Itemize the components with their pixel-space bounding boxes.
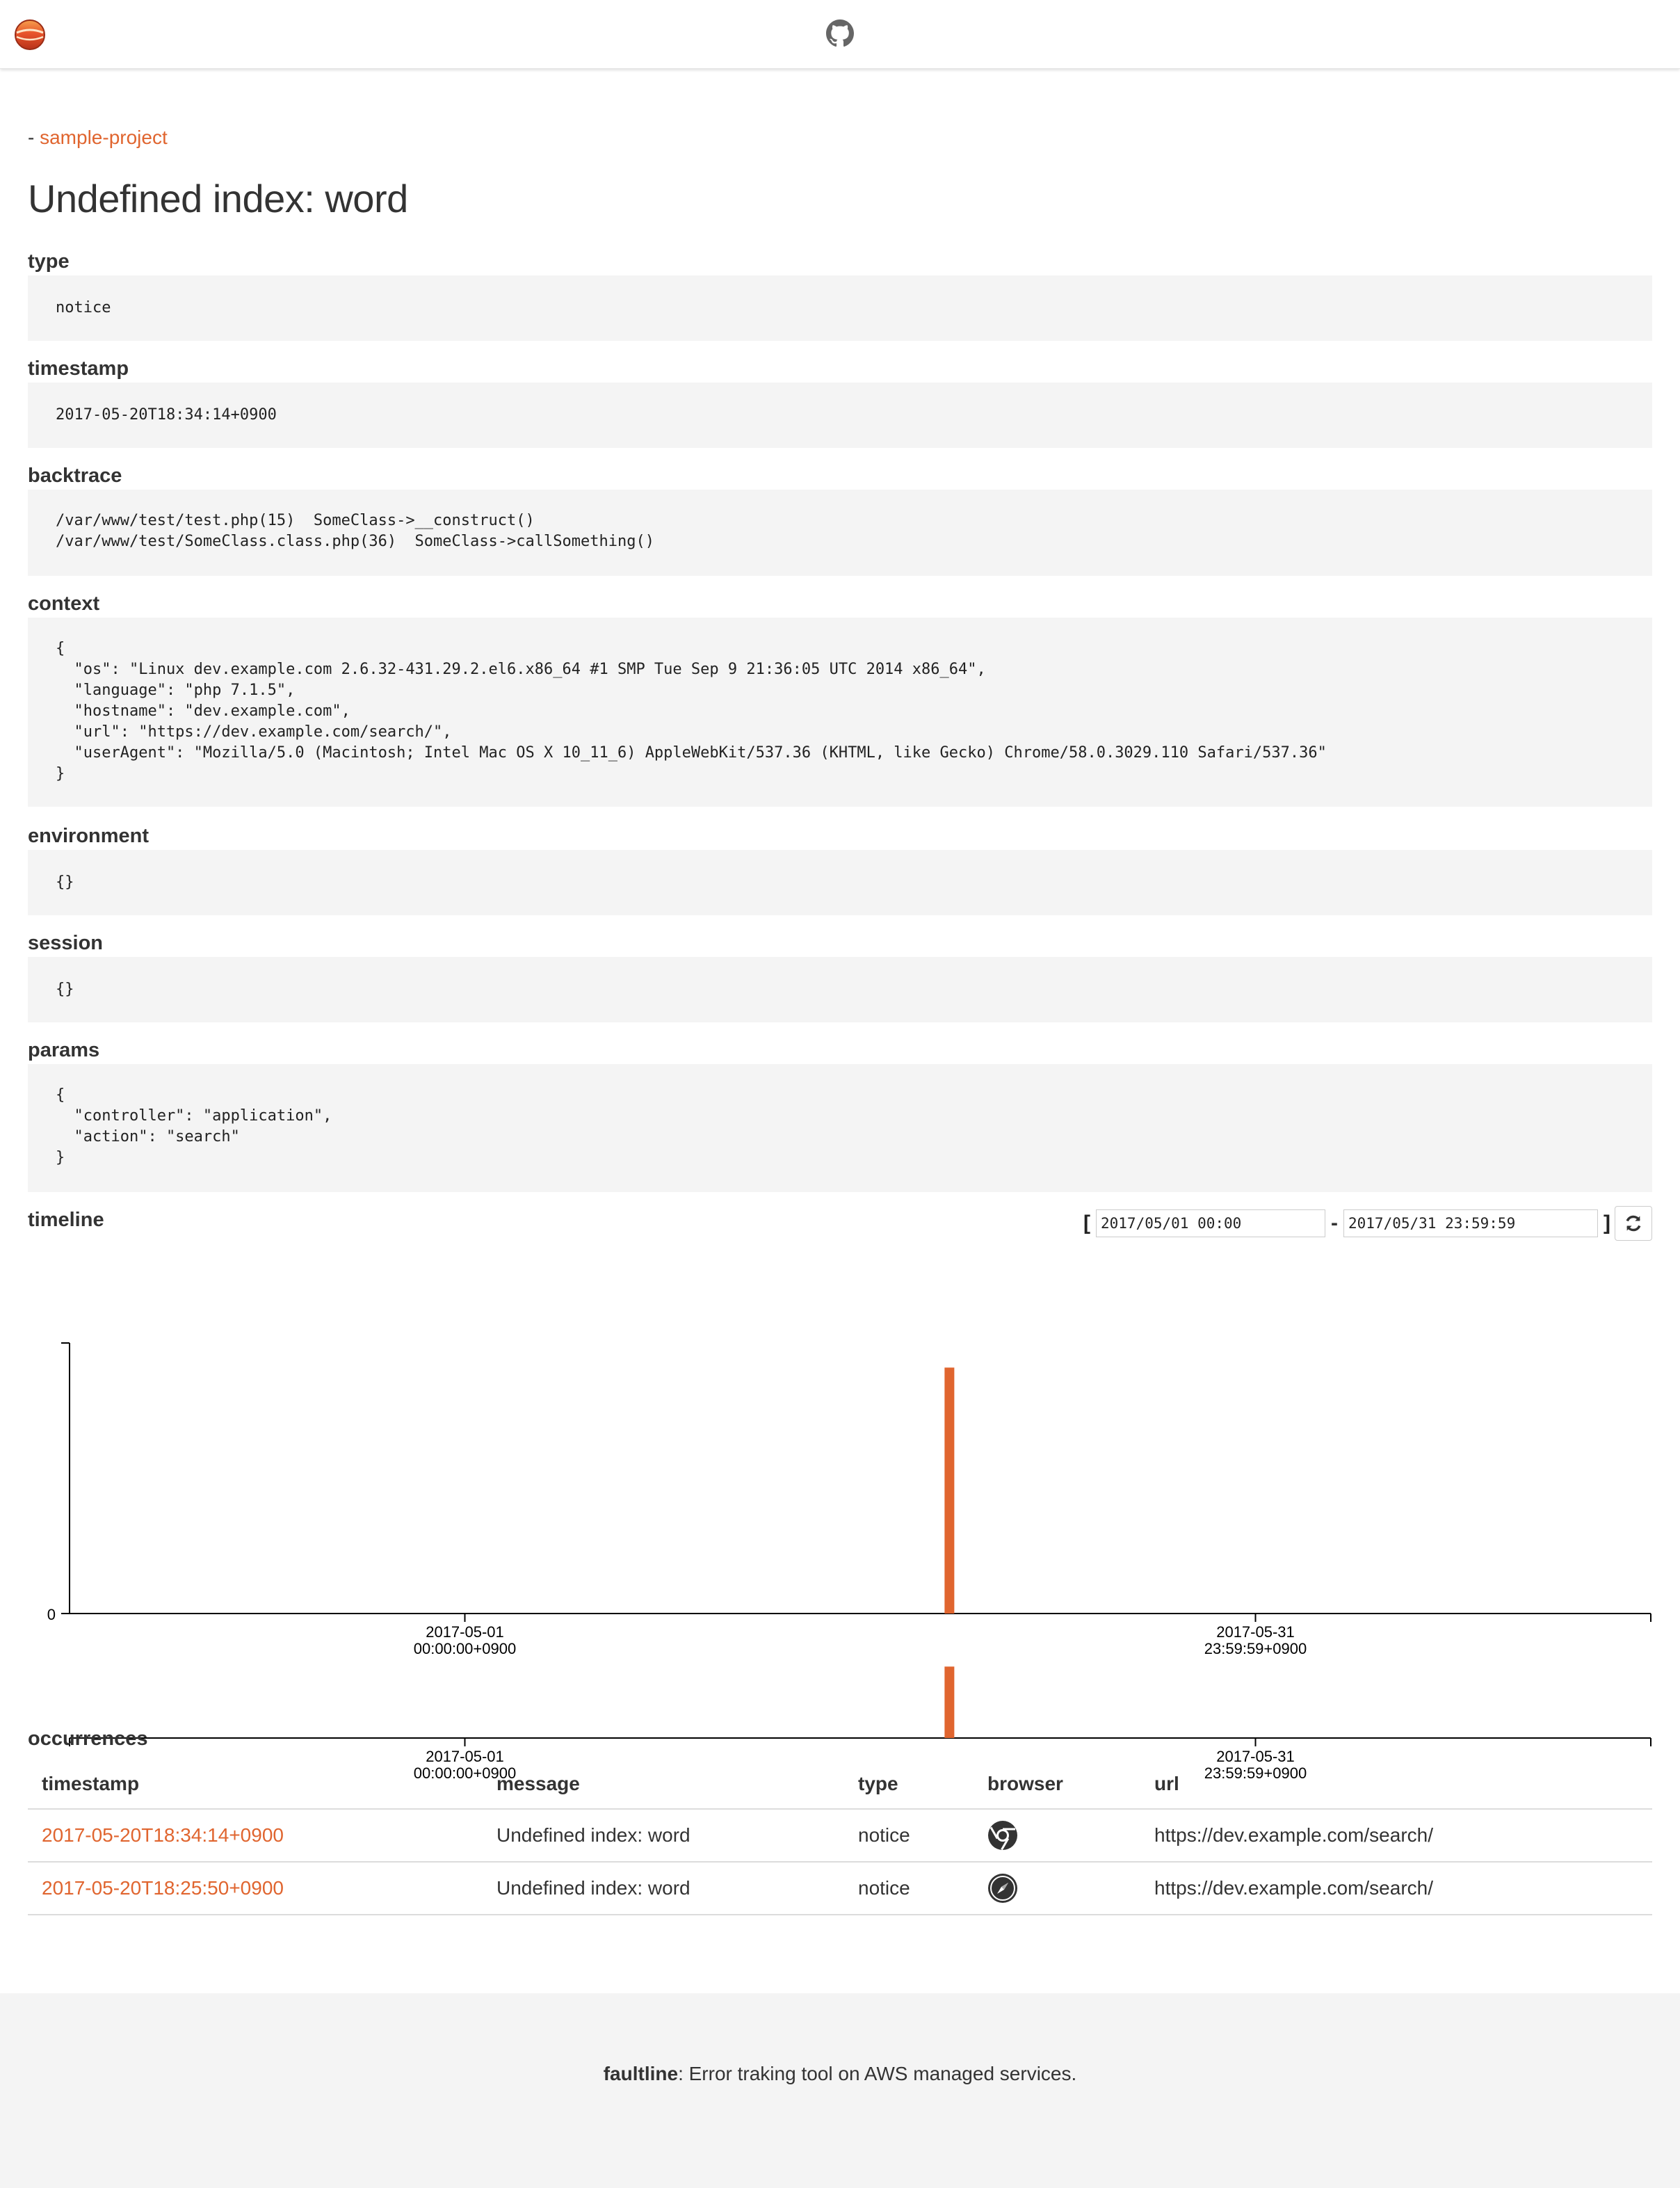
brush-bar[interactable] bbox=[944, 1666, 954, 1738]
table-header-row bbox=[28, 1760, 1652, 1809]
timeline-range bbox=[1083, 1206, 1652, 1241]
breadcrumb bbox=[28, 127, 168, 149]
x-tick-date: 2017-05-01 bbox=[426, 1623, 504, 1641]
table-row bbox=[28, 1862, 1652, 1915]
session-box bbox=[28, 957, 1652, 1022]
environment-label: environment bbox=[28, 825, 150, 847]
safari-icon bbox=[987, 1873, 1018, 1904]
session-value: {} bbox=[56, 981, 74, 998]
x-tick-time: 23:59:59+0900 bbox=[1204, 1640, 1307, 1657]
context-line: "os": "Linux dev.example.com 2.6.32-431.29.2.el6.x86_64 #1 SMP Tue Sep 9 21:36:05 UTC 2014 x86_64", bbox=[56, 661, 986, 678]
environment-box bbox=[28, 850, 1652, 915]
brush-tick-time: 23:59:59+0900 bbox=[1204, 1764, 1307, 1782]
brush-tick-time: 00:00:00+0900 bbox=[413, 1764, 517, 1782]
session-label: session bbox=[28, 932, 103, 954]
column-header-timestamp: timestamp bbox=[28, 1760, 483, 1809]
error-title: Undefined index: word bbox=[28, 177, 408, 220]
column-header-message: message bbox=[483, 1760, 844, 1809]
backtrace-line: /var/www/test/SomeClass.class.php(36) SomeClass->callSomething() bbox=[56, 533, 654, 550]
range-close-bracket: ] bbox=[1604, 1212, 1610, 1234]
github-icon[interactable] bbox=[826, 19, 854, 47]
range-separator: - bbox=[1331, 1212, 1338, 1234]
timestamp-value-box bbox=[28, 383, 1652, 448]
range-end-input[interactable] bbox=[1343, 1209, 1598, 1237]
context-line: "hostname": "dev.example.com", bbox=[56, 702, 350, 720]
y-tick-label: 0 bbox=[47, 1606, 56, 1623]
navbar bbox=[0, 0, 1680, 69]
occurrence-browser bbox=[974, 1809, 1140, 1862]
type-value-box bbox=[28, 275, 1652, 341]
backtrace-line: /var/www/test/test.php(15) SomeClass->__construct() bbox=[56, 512, 535, 529]
occurrence-timestamp-link[interactable]: 2017-05-20T18:25:50+0900 bbox=[42, 1877, 284, 1899]
context-label: context bbox=[28, 593, 100, 615]
context-line: } bbox=[56, 765, 65, 782]
backtrace-label: backtrace bbox=[28, 465, 122, 487]
faultline-logo-icon[interactable] bbox=[14, 19, 46, 51]
brush-tick-date: 2017-05-31 bbox=[1216, 1748, 1295, 1765]
column-header-browser: browser bbox=[974, 1760, 1140, 1809]
occurrences-label: occurrences bbox=[28, 1728, 148, 1750]
occurrence-type: notice bbox=[844, 1809, 974, 1862]
column-header-url: url bbox=[1140, 1760, 1652, 1809]
occurrence-message: Undefined index: word bbox=[483, 1809, 844, 1862]
context-line: "url": "https://dev.example.com/search/", bbox=[56, 723, 452, 741]
occurrences-table bbox=[28, 1760, 1652, 1915]
backtrace-box bbox=[28, 490, 1652, 576]
column-header-type: type bbox=[844, 1760, 974, 1809]
timestamp-value: 2017-05-20T18:34:14+0900 bbox=[56, 406, 277, 424]
brush-tick-date: 2017-05-01 bbox=[426, 1748, 504, 1765]
context-line: "userAgent": "Mozilla/5.0 (Macintosh; Intel Mac OS X 10_11_6) AppleWebKit/537.36 (KHTML, like Gecko) Chrome/58.0.3029.110 Safari/537.36" bbox=[56, 744, 1327, 762]
params-line: "action": "search" bbox=[56, 1128, 240, 1145]
range-start-input[interactable] bbox=[1096, 1209, 1325, 1237]
breadcrumb-project-link[interactable]: sample-project bbox=[40, 127, 168, 148]
params-line: } bbox=[56, 1149, 65, 1166]
occurrence-url: https://dev.example.com/search/ bbox=[1140, 1862, 1652, 1915]
refresh-button[interactable] bbox=[1615, 1206, 1652, 1241]
type-value: notice bbox=[56, 299, 111, 316]
timeline-main-chart bbox=[47, 1343, 1651, 1657]
params-line: "controller": "application", bbox=[56, 1107, 332, 1125]
timeline-chart bbox=[28, 1250, 1652, 1786]
refresh-icon bbox=[1624, 1214, 1643, 1233]
params-label: params bbox=[28, 1039, 100, 1061]
x-tick-date: 2017-05-31 bbox=[1216, 1623, 1295, 1641]
timestamp-label: timestamp bbox=[28, 357, 129, 380]
context-line: "language": "php 7.1.5", bbox=[56, 682, 296, 699]
occurrence-timestamp-link[interactable]: 2017-05-20T18:34:14+0900 bbox=[42, 1824, 284, 1846]
type-label: type bbox=[28, 250, 70, 273]
footer-brand: faultline bbox=[603, 2063, 679, 2084]
timeline-bar[interactable] bbox=[944, 1367, 954, 1614]
occurrence-message: Undefined index: word bbox=[483, 1862, 844, 1915]
occurrence-type: notice bbox=[844, 1862, 974, 1915]
x-tick-time: 00:00:00+0900 bbox=[413, 1640, 517, 1657]
params-line: { bbox=[56, 1086, 65, 1104]
occurrence-browser bbox=[974, 1862, 1140, 1915]
breadcrumb-prefix: - bbox=[28, 127, 35, 148]
environment-value: {} bbox=[56, 874, 74, 891]
timeline-label: timeline bbox=[28, 1209, 104, 1231]
context-box bbox=[28, 618, 1652, 807]
footer-text: : Error traking tool on AWS managed services. bbox=[678, 2063, 1077, 2084]
occurrence-url: https://dev.example.com/search/ bbox=[1140, 1809, 1652, 1862]
params-box bbox=[28, 1064, 1652, 1192]
range-open-bracket: [ bbox=[1083, 1212, 1090, 1234]
context-line: { bbox=[56, 640, 65, 657]
footer bbox=[0, 1993, 1680, 2188]
table-row bbox=[28, 1809, 1652, 1862]
chrome-icon bbox=[987, 1820, 1018, 1851]
